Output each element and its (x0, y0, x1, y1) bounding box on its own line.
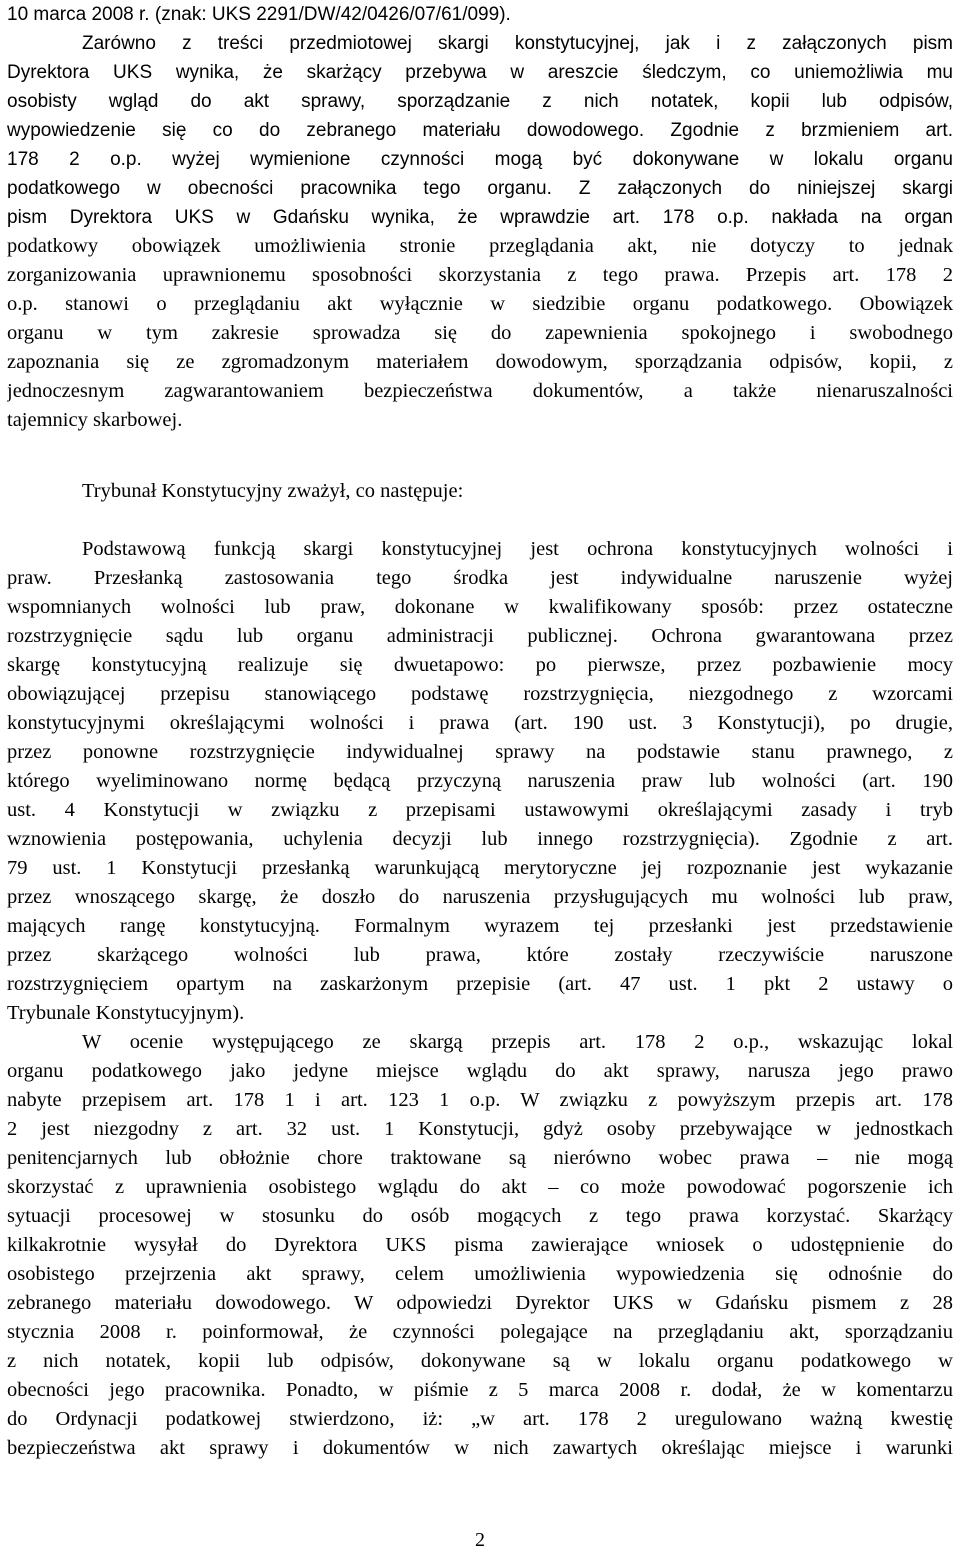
text-line: którego wyeliminowano normę będącą przyczyną naruszenia praw lub wolności (art. 190 (7, 770, 953, 792)
text-line: W ocenie występującego ze skargą przepis art. 178 2 o.p., wskazując lokal (82, 1031, 953, 1053)
text-line: bezpieczeństwa akt sprawy i dokumentów w nich zawartych określając miejsce i warunki (7, 1437, 953, 1459)
text-line: zebranego materiału dowodowego. W odpowiedzi Dyrektor UKS w Gdańsku pismem z 28 (7, 1292, 953, 1314)
text-line: obecności jego pracownika. Ponadto, w piśmie z 5 marca 2008 r. dodał, że w komentarzu (7, 1379, 953, 1401)
text-line: praw. Przesłanką zastosowania tego środka jest indywidualne naruszenie wyżej (7, 567, 953, 589)
text-line: jednoczesnym zagwarantowaniem bezpieczeństwa dokumentów, a także nienaruszalności (7, 380, 953, 402)
text-line: 10 marca 2008 r. (znak: UKS 2291/DW/42/0426/07/61/099). (7, 4, 511, 25)
text-line: wspomnianych wolności lub praw, dokonane w kwalifikowany sposób: przez ostateczne (7, 596, 953, 618)
text-line: osobisty wgląd do akt sprawy, sporządzanie z nich notatek, kopii lub odpisów, (7, 91, 953, 112)
text-line: zapoznania się ze zgromadzonym materiałem dowodowym, sporządzania odpisów, kopii, z (7, 351, 953, 373)
text-line: pism Dyrektora UKS w Gdańsku wynika, że wprawdzie art. 178 o.p. nakłada na organ (7, 207, 953, 228)
page-number: 2 (475, 1529, 485, 1551)
text-line: Trybunale Konstytucyjnym). (7, 1002, 245, 1024)
text-line: przez wnoszącego skargę, że doszło do naruszenia przysługujących mu wolności lub praw, (7, 886, 953, 908)
text-line: obowiązującej przepisu stanowiącego podstawę rozstrzygnięcia, niezgodnego z wzorcami (7, 683, 953, 705)
text-line: ust. 4 Konstytucji w związku z przepisami ustawowymi określającymi zasady i tryb (7, 799, 953, 821)
text-line: tajemnicy skarbowej. (7, 409, 183, 431)
text-line: zorganizowania uprawnionemu sposobności skorzystania z tego prawa. Przepis art. 178 2 (7, 264, 953, 286)
text-line: Dyrektora UKS wynika, że skarżący przebywa w areszcie śledczym, co uniemożliwia mu (7, 62, 953, 83)
text-line: penitencjarnych lub obłożnie chore traktowane są nierówno wobec prawa – nie mogą (7, 1147, 953, 1169)
text-line: nabyte przepisem art. 178 1 i art. 123 1 o.p. W związku z powyższym przepis art. 178 (7, 1089, 953, 1111)
text-line: do Ordynacji podatkowej stwierdzono, iż: „w art. 178 2 uregulowano ważną kwestię (7, 1408, 953, 1430)
text-line: mających rangę konstytucyjną. Formalnym wyrazem tej przesłanki jest przedstawienie (7, 915, 953, 937)
text-line: organu w tym zakresie sprowadza się do zapewnienia spokojnego i swobodnego (7, 322, 953, 344)
text-line: 2 jest niezgodny z art. 32 ust. 1 Konstytucji, gdyż osoby przebywające w jednostkach (7, 1118, 953, 1140)
text-line: stycznia 2008 r. poinformował, że czynności polegające na przeglądaniu akt, sporządzaniu (7, 1321, 953, 1343)
text-line: Zarówno z treści przedmiotowej skargi konstytucyjnej, jak i z załączonych pism (82, 33, 953, 54)
text-line: 178 2 o.p. wyżej wymienione czynności mogą być dokonywane w lokalu organu (7, 149, 953, 170)
text-line: sytuacji procesowej w stosunku do osób mogących z tego prawa korzystać. Skarżący (7, 1205, 953, 1227)
text-line: wypowiedzenie się co do zebranego materiału dowodowego. Zgodnie z brzmieniem art. (7, 120, 953, 141)
text-line: wznowienia postępowania, uchylenia decyzji lub innego rozstrzygnięcia). Zgodnie z art. (7, 828, 953, 850)
text-line: przez ponowne rozstrzygnięcie indywidualnej sprawy na podstawie stanu prawnego, z (7, 741, 953, 763)
text-line: organu podatkowego jako jedyne miejsce wglądu do akt sprawy, narusza jego prawo (7, 1060, 953, 1082)
text-line: przez skarżącego wolności lub prawa, które zostały rzeczywiście naruszone (7, 944, 953, 966)
text-line: rozstrzygnięcie sądu lub organu administracji publicznej. Ochrona gwarantowana przez (7, 625, 953, 647)
section-heading: Trybunał Konstytucyjny zważył, co następuje: (82, 480, 464, 502)
text-line: podatkowy obowiązek umożliwienia stronie przeglądania akt, nie dotyczy to jednak (7, 235, 953, 257)
text-line: osobistego przejrzenia akt sprawy, celem umożliwienia wypowiedzenia się odnośnie do (7, 1263, 953, 1285)
text-line: skargę konstytucyjną realizuje się dwuetapowo: po pierwsze, przez pozbawienie mocy (7, 654, 953, 676)
text-line: o.p. stanowi o przeglądaniu akt wyłącznie w siedzibie organu podatkowego. Obowiązek (7, 293, 953, 315)
text-line: kilkakrotnie wysyłał do Dyrektora UKS pisma zawierające wniosek o udostępnienie do (7, 1234, 953, 1256)
text-line: podatkowego w obecności pracownika tego organu. Z załączonych do niniejszej skargi (7, 178, 953, 199)
text-line: z nich notatek, kopii lub odpisów, dokonywane są w lokalu organu podatkowego w (7, 1350, 953, 1372)
text-line: Podstawową funkcją skargi konstytucyjnej jest ochrona konstytucyjnych wolności i (82, 538, 953, 560)
text-line: konstytucyjnymi określającymi wolności i prawa (art. 190 ust. 3 Konstytucji), po drugie, (7, 712, 953, 734)
text-line: skorzystać z uprawnienia osobistego wglądu do akt – co może powodować pogorszenie ich (7, 1176, 953, 1198)
text-line: 79 ust. 1 Konstytucji przesłanką warunkującą merytoryczne jej rozpoznanie jest wykazanie (7, 857, 953, 879)
text-line: rozstrzygnięciem opartym na zaskarżonym przepisie (art. 47 ust. 1 pkt 2 ustawy o (7, 973, 953, 995)
